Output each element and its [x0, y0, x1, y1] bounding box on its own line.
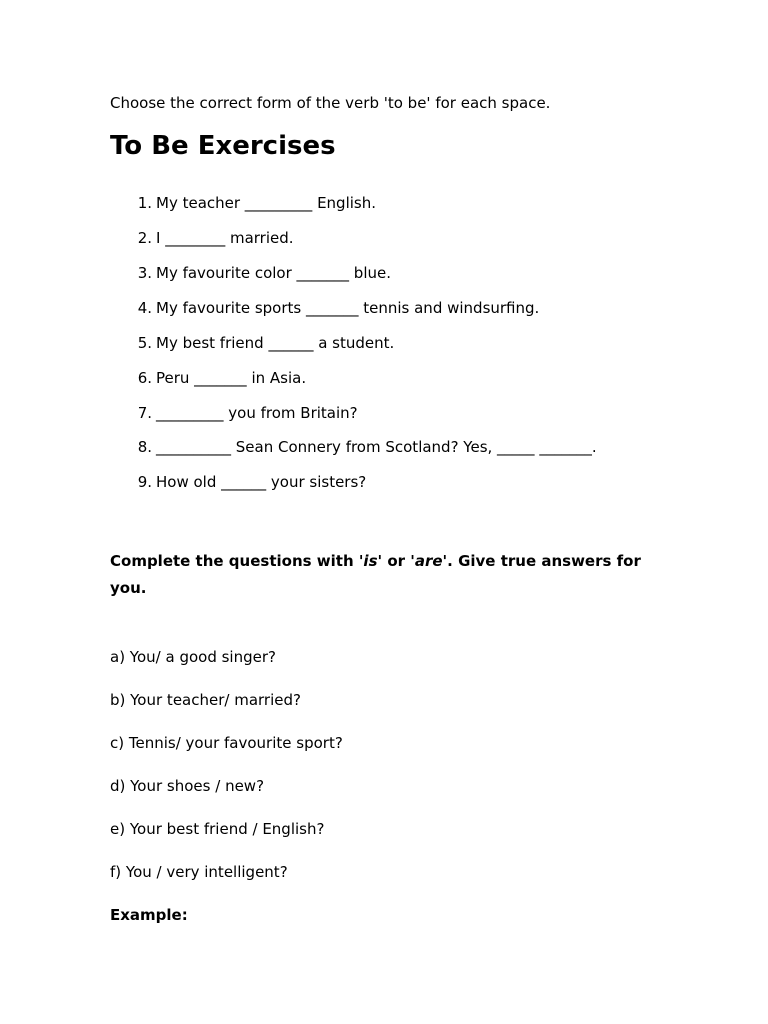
section-instruction: [110, 548, 660, 602]
exercise-number: 1.: [137, 194, 152, 212]
exercise-item: [110, 403, 670, 423]
worksheet-page: [110, 0, 670, 1024]
exercise-text: Peru _______ in Asia.: [156, 369, 307, 387]
section-instruction-suffix: . Give true answers for you.: [110, 552, 641, 597]
exercise-number: 4.: [137, 299, 152, 317]
exercise-text: How old ______ your sisters?: [156, 473, 367, 491]
question-item: d) Your shoes / new?: [110, 777, 265, 795]
section-instruction-prefix: Complete the questions with: [110, 552, 359, 570]
is-word: 'is': [358, 552, 383, 570]
exercise-text: I ________ married.: [156, 229, 294, 247]
exercise-item: [110, 333, 670, 353]
exercise-item: [110, 298, 670, 318]
exercise-number: 5.: [137, 334, 152, 352]
page-title: To Be Exercises: [110, 131, 336, 161]
exercise-text: _________ you from Britain?: [156, 404, 358, 422]
question-list: [110, 647, 343, 905]
example-label: Example:: [110, 906, 188, 924]
question-item: b) Your teacher/ married?: [110, 691, 301, 709]
exercise-text: My favourite sports _______ tennis and windsurfing.: [156, 299, 540, 317]
exercise-number: 6.: [137, 369, 152, 387]
exercise-item: [110, 228, 670, 248]
exercise-text: __________ Sean Connery from Scotland? Yes, _____ _______.: [156, 438, 597, 456]
exercise-number: 2.: [137, 229, 152, 247]
question-item: c) Tennis/ your favourite sport?: [110, 734, 343, 752]
question-item: e) Your best friend / English?: [110, 820, 325, 838]
exercise-number: 8.: [137, 438, 152, 456]
exercise-item: [110, 193, 670, 213]
instruction-text: Choose the correct form of the verb 'to be' for each space.: [110, 94, 551, 112]
exercise-item: [110, 472, 670, 492]
exercise-number: 3.: [137, 264, 152, 282]
question-item: a) You/ a good singer?: [110, 648, 276, 666]
exercise-number: 9.: [137, 473, 152, 491]
exercise-text: My best friend ______ a student.: [156, 334, 395, 352]
exercise-text: My favourite color _______ blue.: [156, 264, 391, 282]
exercise-item: [110, 368, 670, 388]
are-word: 'are': [410, 552, 448, 570]
question-item: f) You / very intelligent?: [110, 863, 288, 881]
exercise-text: My teacher _________ English.: [156, 194, 377, 212]
exercise-item: [110, 430, 670, 465]
exercise-list: [110, 193, 670, 507]
exercise-number: 7.: [137, 404, 152, 422]
exercise-item: [110, 263, 670, 283]
or-word: or: [382, 552, 411, 570]
